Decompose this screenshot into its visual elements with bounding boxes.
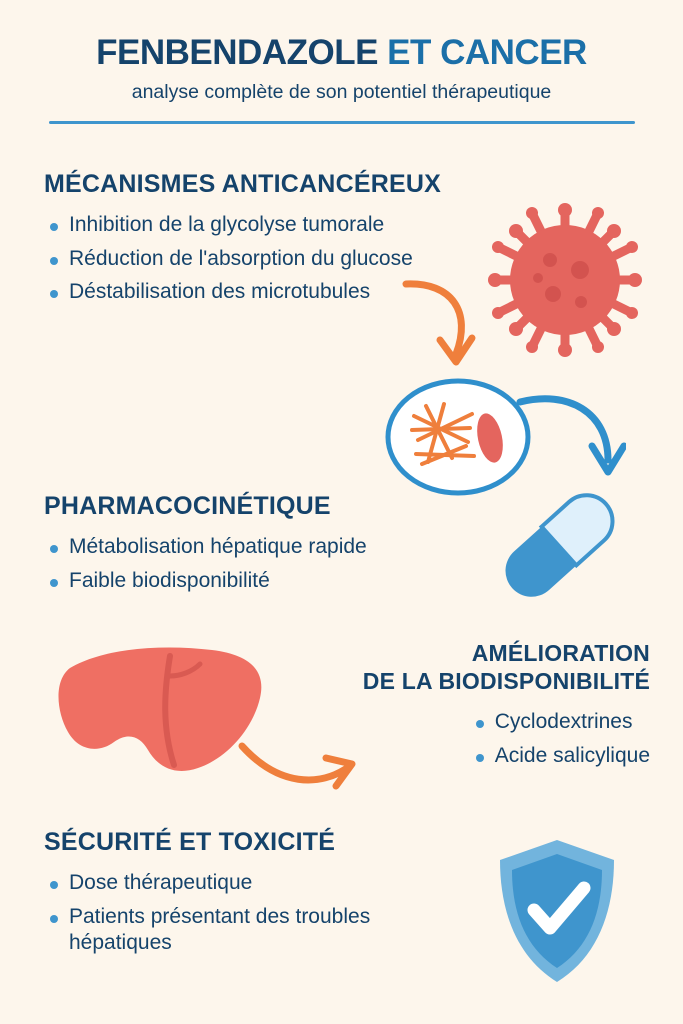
list-item: Métabolisation hépatique rapide: [44, 534, 514, 561]
arrow-curved-icon: [238, 730, 368, 805]
page-title: [44, 34, 639, 72]
virus-cell-icon: [480, 198, 650, 368]
page-title-main: FENBENDAZOLE: [96, 33, 378, 72]
bullet-list-bioavailability: [470, 709, 650, 776]
list-item: Patients présentant des troubles hépatiques: [44, 904, 424, 957]
bullet-list-pharmacokinetics: [44, 534, 514, 594]
section-title-bioavailability-line1: AMÉLIORATION: [471, 640, 650, 666]
list-item: Déstabilisation des microtubules: [44, 279, 464, 306]
page-subtitle: analyse complète de son potentiel thérapeutique: [131, 80, 552, 103]
list-item: Faible biodisponibilité: [44, 568, 514, 595]
section-title-pharmacokinetics: PHARMACOCINÉTIQUE: [44, 492, 331, 520]
section-title-mechanisms: MÉCANISMES ANTICANCÉREUX: [44, 170, 441, 198]
list-item: Acide salicylique: [470, 743, 650, 770]
section-pharmacokinetics: [44, 492, 514, 601]
page-title-accent: ET CANCER: [387, 33, 587, 72]
section-title-bioavailability: [360, 640, 650, 695]
bullet-list-safety: [44, 870, 424, 957]
shield-check-icon: [492, 836, 622, 991]
arrow-curved-icon: [516, 392, 626, 497]
section-title-bioavailability-line2: DE LA BIODISPONIBILITÉ: [362, 667, 650, 694]
header-divider: [49, 121, 635, 124]
section-title-safety: SÉCURITÉ ET TOXICITÉ: [44, 828, 336, 856]
list-item: Dose thérapeutique: [44, 870, 424, 897]
list-item: Cyclodextrines: [470, 709, 650, 736]
list-item: Inhibition de la glycolyse tumorale: [44, 212, 464, 239]
header: [0, 0, 683, 124]
capsule-icon: [492, 484, 627, 614]
arrow-curved-icon: [400, 278, 490, 383]
section-safety: [44, 828, 424, 964]
section-bioavailability: [360, 640, 650, 777]
list-item: Réduction de l'absorption du glucose: [44, 246, 464, 273]
